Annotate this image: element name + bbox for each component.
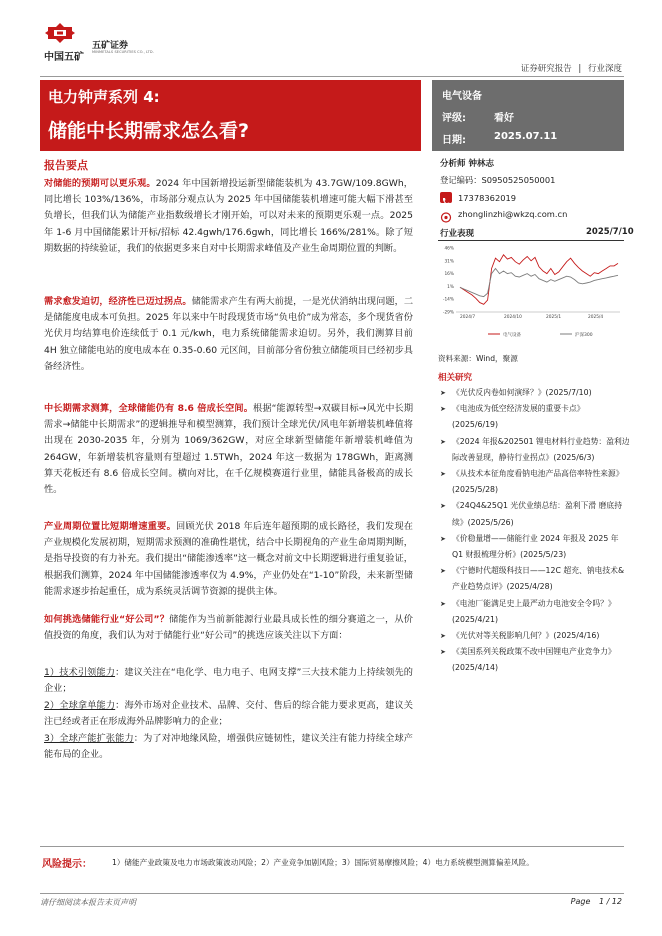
performance-divider: [438, 240, 624, 241]
report-type-header: [521, 62, 622, 74]
criteria-point-3: [44, 731, 413, 763]
criteria-2-label: 2）全球拿单能力: [44, 700, 116, 711]
analyst-registration: 登记编码：S0950525050001: [440, 175, 556, 185]
title-banner: [40, 80, 421, 151]
related-item[interactable]: ➤ 《光伏反内卷如何演绎？》(2025/7/10): [440, 385, 630, 401]
risk-divider: [40, 846, 624, 847]
paragraph-1-lead: 对储能的预期可以更乐观。: [44, 178, 156, 189]
company-name: 中国五矿: [44, 52, 84, 63]
bullet-arrow-icon: ➤: [440, 437, 446, 446]
criteria-3-label: 3）全球产能扩张能力: [44, 733, 134, 744]
related-item[interactable]: ➤ 《价稳量增——储能行业 2024 年报及 2025 年 Q1 财报梳理分析》(2025/5/23): [440, 531, 630, 563]
criteria-1-label: 1）技术引领能力: [44, 667, 116, 678]
related-heading: 相关研究: [438, 373, 473, 383]
rating-value: 看好: [494, 113, 514, 124]
performance-title: 行业表现: [440, 229, 475, 239]
header-separator: |: [578, 64, 582, 74]
y-tick-label: -14%: [442, 297, 454, 303]
bullet-arrow-icon: ➤: [440, 599, 446, 608]
securities-name: 五矿证券: [92, 41, 129, 51]
bullet-arrow-icon: ➤: [440, 502, 446, 511]
summary-paragraph-1: [44, 176, 413, 257]
footer-divider: [40, 893, 624, 894]
criteria-3-text: ：为了对冲地缘风险，增强供应链韧性，建议关注有能力持续全球产能布局的企业。: [44, 733, 413, 761]
paragraph-4-text: 回顾光伏 2018 年后连年超预期的成长路径，我们发现在产业规模化发展初期，短期需求预测的准确性堪忧，结合中长期视角的产业生命周期判断，是指导投资的有力补充。我们提出“储能渗透率”这一概念对前文中长期逻辑进行重复验证，根据我们测算，2024 年中国储能渗透率仅为 4.9%，产业仍处在“1-10”阶段，未来新型储能需求逐步抬起重任，成为系统灵活调节资源的提供主体。: [44, 521, 413, 597]
footer-disclaimer: 请仔细阅读本报告末页声明: [40, 898, 136, 907]
page-value: 1 / 12: [598, 897, 622, 906]
rating-label: 评级:: [442, 113, 466, 124]
criteria-1-text: ：建议关注在“电化学、电力电子、电网支撑”三大技术能力上持续领先的企业；: [44, 667, 413, 695]
summary-paragraph-5: [44, 612, 413, 644]
paragraph-1-text: 2024 年中国新增投运新型储能装机为 43.7GW/109.8GWh，同比增长 103%/136%，市场部分观点认为 2025 年中国储能装机增速可能大幅下滑甚至负增长，但我们认为储能产业指数级增长才刚开始，可以对未来的预期更乐观一点。2025 年 1-6 月中国储能累计开标/招标 42.4gwh/176.6gwh，同比增长 166%/281%。除了短期数据的持续验证，我们的依据更多来自对中长期需求峰值及产业生命周期位置的判断。: [44, 178, 413, 254]
risk-label: 风险提示：: [42, 859, 92, 870]
email-icon: [440, 208, 452, 219]
related-item[interactable]: ➤ 《2024 年报&202501 锂电材料行业趋势：盈利边际改善显现，静待行业拐点》(2025/6/3): [440, 434, 630, 466]
bullet-arrow-icon: ➤: [440, 470, 446, 479]
report-type: 证券研究报告: [520, 64, 572, 74]
criteria-point-2: [44, 698, 413, 730]
phone-icon: [440, 192, 452, 203]
related-item[interactable]: ➤ 《光伏对等关税影响几何？》(2025/4/16): [440, 628, 630, 644]
related-item[interactable]: ➤ 《电池厂能满足史上最严动力电池安全令吗？》(2025/4/21): [440, 596, 630, 628]
performance-chart: [438, 242, 624, 340]
legend-label: 沪深300: [575, 332, 593, 338]
related-item[interactable]: ➤ 《24Q4&25Q1 光伏业绩总结：盈利下滑 磨底持续》(2025/5/26): [440, 498, 630, 530]
bullet-arrow-icon: ➤: [440, 405, 446, 414]
chart-source: 资料来源：Wind，聚源: [438, 354, 518, 363]
related-item[interactable]: ➤ 《宁德时代超级科技日——12C 超充、钠电技术&产业趋势点评》(2025/4/28): [440, 563, 630, 595]
page-label: Page: [570, 897, 591, 906]
bullet-arrow-icon: ➤: [440, 567, 446, 576]
related-item[interactable]: ➤ 《从技术本征角度看钠电池产品高倍率特性来源》(2025/5/28): [440, 466, 630, 498]
paragraph-3-lead: 中长期需求测算，全球储能仍有 8.6 倍成长空间。: [44, 403, 254, 414]
performance-date: 2025/7/10: [586, 227, 634, 237]
rating-box: [432, 80, 624, 151]
related-item[interactable]: ➤ 《美国系列关税政策不改中国锂电产业竞争力》(2025/4/14): [440, 644, 630, 676]
bullet-arrow-icon: ➤: [440, 632, 446, 641]
risk-text: 1）储能产业政策及电力市场政策波动风险；2）产业竞争加剧风险；3）国际贸易摩擦风险；4）电力系统模型测算偏差风险。: [112, 858, 534, 867]
criteria-point-1: [44, 665, 413, 697]
related-item[interactable]: ➤ 《电池成为低空经济发展的重要卡点》(2025/6/19): [440, 401, 630, 433]
series-title: 电力钟声系列 4:: [48, 88, 160, 106]
analyst-phone: 17378362019: [458, 193, 517, 203]
date-value: 2025.07.11: [494, 131, 558, 142]
bullet-arrow-icon: ➤: [440, 534, 446, 543]
x-tick-label: 2025/1: [546, 315, 562, 320]
x-tick-label: 2025/4: [588, 315, 604, 320]
summary-heading: 报告要点: [44, 159, 88, 172]
paragraph-5-lead: 如何挑选储能行业“好公司”？: [44, 614, 170, 625]
analyst-email: zhonglinzhi@wkzq.com.cn: [458, 209, 568, 219]
criteria-2-text: ：海外市场对企业技术、品牌、交付、售后的综合能力要求更高，建议关注已经或者正在形成海外品牌影响力的企业；: [44, 700, 413, 728]
company-logo: [44, 22, 76, 44]
paragraph-3-text: 根据“能源转型→双碳目标→风光中长期需求→储能中长期需求”的逻辑推导和模型测算，我们预计全球光伏/风电年新增装机峰值将出现在 2030-2035 年，分别为 1069/362GW，对应全球新型储能年新增装机峰值为 264GW，年新增装机容量则有望超过 1.5TWh，2024 年这一数据为 178GWh，距离测算天花板还有 8.6 倍成长空间。横向对比，在千亿规模赛道行业里，储能具备极高的成长性。: [44, 403, 414, 496]
date-label: 日期:: [442, 135, 466, 146]
bullet-arrow-icon: ➤: [440, 389, 446, 397]
paragraph-5-text: 储能作为当前新能源行业最具成长性的细分赛道之一，从价值投资的角度，我们认为对于储能行业“好公司”的挑选应该关注以下方面：: [44, 614, 413, 642]
paragraph-2-text: 储能需求产生有两大前提，一是光伏消纳出现问题，二是储能度电成本可负担。2025 年以来中午时段现货市场“负电价”成为常态，多个现货省份光伏月均结算电价连续低于 0.1 元/kwh，电力系统储能需求迫切。另外，我们测算目前 4H 独立储能电站的度电成本在 0.35-0.60 元区间，目前部分省份独立储能项目已经初步具备经济性。: [44, 296, 414, 372]
y-tick-label: 31%: [444, 259, 454, 265]
x-tick-label: 2024/7: [460, 315, 476, 320]
related-list: [440, 385, 630, 677]
x-tick-label: 2024/10: [504, 315, 522, 320]
header-divider: [40, 76, 624, 77]
y-tick-label: -29%: [442, 310, 454, 316]
page-title: 储能中长期需求怎么看?: [48, 120, 250, 142]
legend-label: 电气设备: [503, 332, 521, 338]
paragraph-2-lead: 需求愈发迫切，经济性已迈过拐点。: [44, 296, 192, 307]
y-tick-label: 46%: [444, 246, 454, 252]
y-tick-label: 16%: [444, 272, 454, 278]
page-number: [571, 897, 622, 906]
securities-name-en: MINMETALS SECURITIES CO., LTD.: [92, 50, 154, 54]
summary-paragraph-3: [44, 401, 413, 498]
bullet-arrow-icon: ➤: [440, 648, 446, 657]
summary-paragraph-2: [44, 294, 413, 375]
paragraph-4-lead: 产业周期位置比短期增速重要。: [44, 521, 177, 532]
report-category: 行业深度: [587, 64, 622, 74]
summary-paragraph-4: [44, 519, 413, 600]
analyst-name: 分析师 钟林志: [440, 159, 494, 169]
industry-name: 电气设备: [442, 91, 482, 102]
y-tick-label: 1%: [447, 284, 454, 290]
